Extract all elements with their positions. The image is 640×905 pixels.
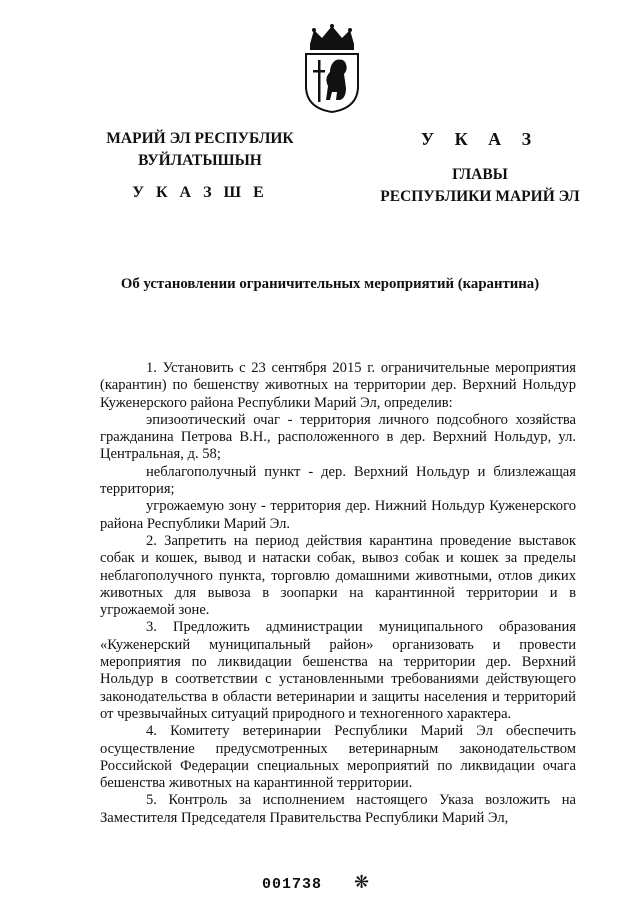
header-left-line1: МАРИЙ ЭЛ РЕСПУБЛИК xyxy=(106,130,294,147)
paragraph-2: 2. Запретить на период действия карантина проведение выставок собак и кошек, вывод и натаски собак, вывоз собак и кошек за пределы неблагополучного пункта, торговлю домашними животными, отлов диких животных для вывоза в зоопарки на карантинной территории и в угрожаемой зоне. xyxy=(100,532,576,619)
paragraph-1: 1. Установить с 23 сентября 2015 г. ограничительные мероприятия (карантин) по бешенству животных на территории дер. Верхний Нольдур Куженерского района Республики Марий Эл, определив: xyxy=(100,360,576,411)
paragraph-1-item-zone: угрожаемую зону - территория дер. Нижний Нольдур Куженерского района Республики Марий Эл. xyxy=(100,498,576,532)
paragraph-5: 5. Контроль за исполнением настоящего Указа возложить на Заместителя Председателя Правительства Республики Марий Эл, xyxy=(100,792,576,826)
header-right-line1: У К А З xyxy=(420,129,540,149)
paragraph-3: 3. Предложить администрации муниципального образования «Куженерский муниципальный район» организовать и провести мероприятия по ликвидации бешенства на территории дер. Верхний Нольдур в соответствии с установленными требованиями действующего законодательства в области ветеринарии и защиты населения и территорий от чрезвычайных ситуаций природного и техногенного характера. xyxy=(100,619,576,722)
document-title: Об установлении ограничительных мероприятий (карантина) xyxy=(120,276,540,292)
document-body xyxy=(100,360,576,827)
header-left-line3: У К А З Ш Е xyxy=(132,184,268,201)
document-number: 001738 xyxy=(262,876,323,893)
paragraph-4: 4. Комитету ветеринарии Республики Марий Эл обеспечить осуществление предусмотренных ветеринарным законодательством Российской Федерации специальных мероприятий по ликвидации очага бешенства животных на карантинной территории. xyxy=(100,723,576,792)
header-right-line3: РЕСПУБЛИКИ МАРИЙ ЭЛ xyxy=(380,188,580,205)
document-footer xyxy=(262,872,382,893)
header-right-russian xyxy=(355,128,605,208)
asterisk-mark-icon: ❋ xyxy=(354,872,371,893)
paragraph-1-item-focus: эпизоотический очаг - территория личного подсобного хозяйства гражданина Петрова В.Н., расположенного в дер. Верхний Нольдур, ул. Центральная, д. 58; xyxy=(100,411,576,463)
header-right-line2: ГЛАВЫ xyxy=(452,166,508,183)
header-left-mari xyxy=(95,128,305,204)
header-left-line2: ВУЙЛАТЫШЫН xyxy=(138,152,262,169)
paragraph-1-item-point: неблагополучный пункт - дер. Верхний Нольдур и близлежащая территория; xyxy=(100,463,576,498)
coat-of-arms-emblem-icon xyxy=(296,24,368,114)
